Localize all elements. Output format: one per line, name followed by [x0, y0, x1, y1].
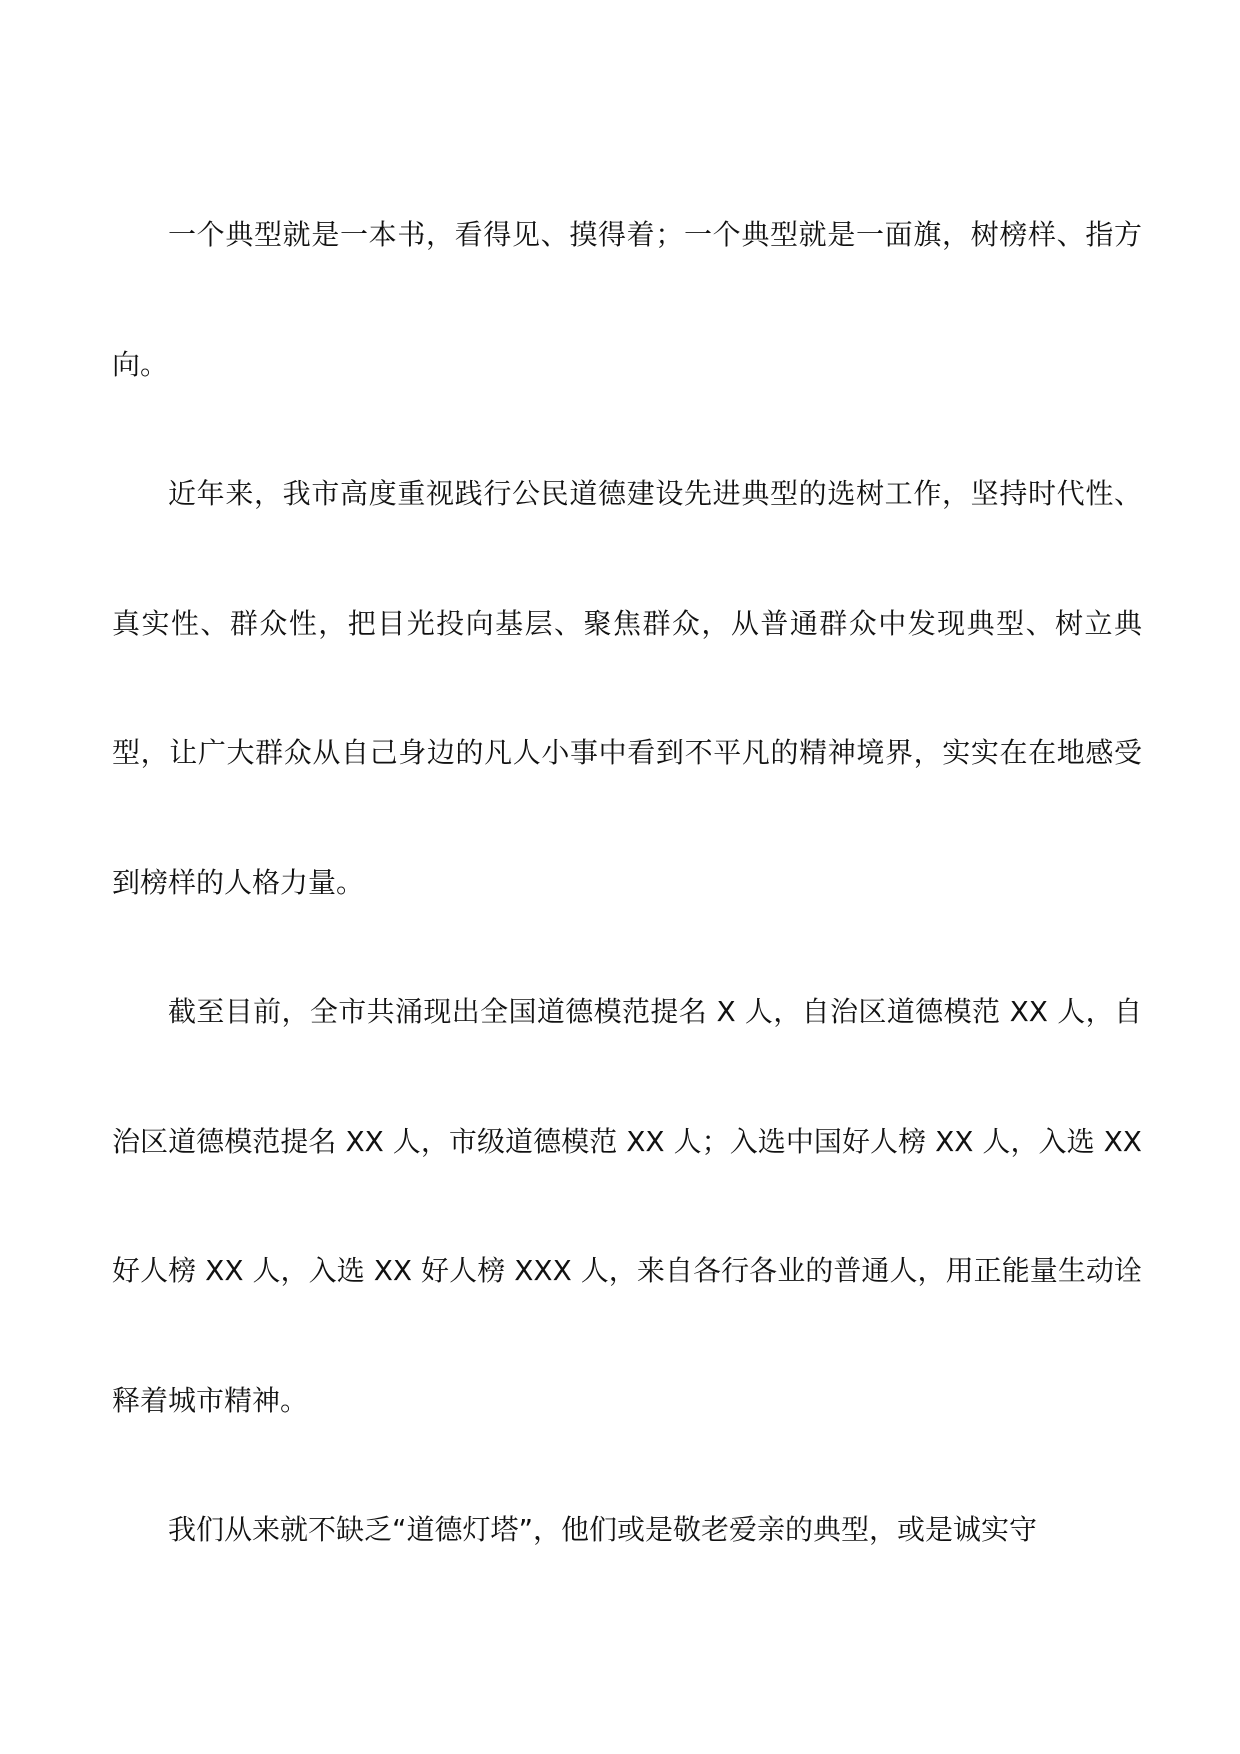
paragraph-2: 近年来，我市高度重视践行公民道德建设先进典型的选树工作，坚持时代性、真实性、群众性，把目光投向基层、聚焦群众，从普通群众中发现典型、树立典型，让广大群众从自己身边的凡人小事中看到不平凡的精神境界，实实在在地感受到榜样的人格力量。: [112, 477, 1142, 899]
paragraph-3: 截至目前，全市共涌现出全国道德模范提名 X 人，自治区道德模范 XX 人，自治区道德模范提名 XX 人，市级道德模范 XX 人；入选中国好人榜 XX 人，入选 XX 好人榜 XX 人，入选 XX 好人榜 XXX 人，来自各行各业的普通人，用正能量生动诠释着城市精神。: [112, 995, 1142, 1417]
paragraph-4: 我们从来就不缺乏“道德灯塔”，他们或是敬老爱亲的典型，或是诚实守: [168, 1513, 1038, 1546]
document-body: [112, 170, 1142, 1595]
paragraph-1: 一个典型就是一本书，看得见、摸得着；一个典型就是一面旗，树榜样、指方向。: [112, 218, 1142, 381]
